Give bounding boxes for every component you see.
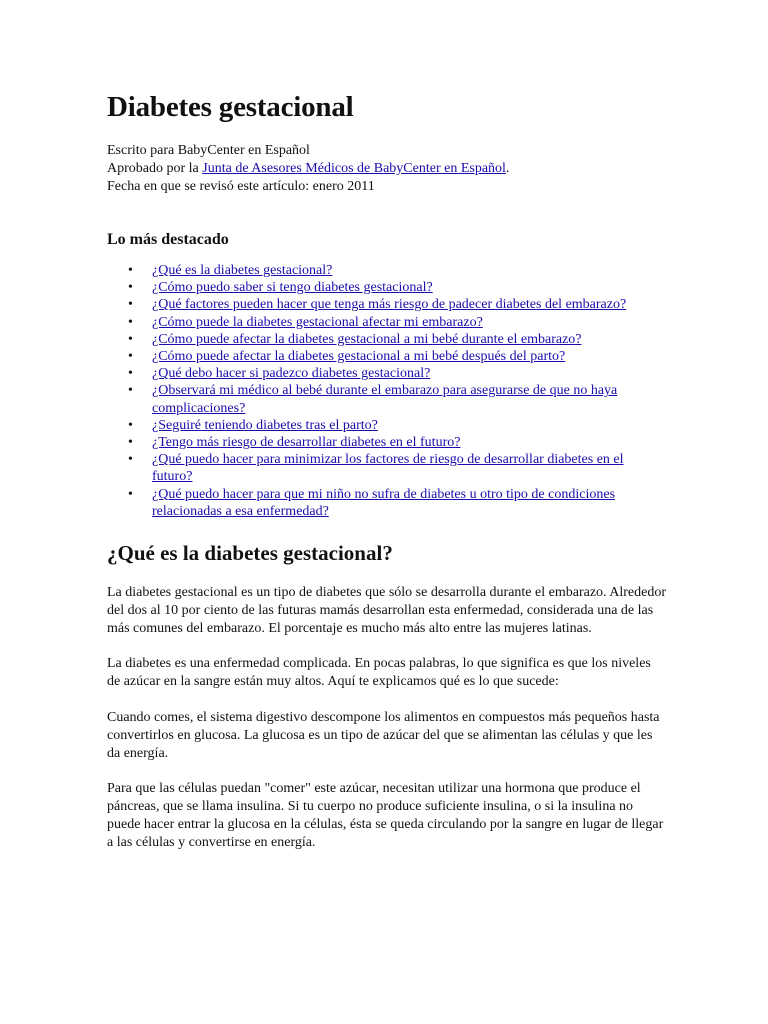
body-paragraph: La diabetes gestacional es un tipo de diabetes que sólo se desarrolla durante el embarazo. Alrededor del dos al 10 por ciento de las futuras mamás desarrollan esta enfermedad, considerada una de las más comunes del embarazo. El porcentaje es mucho más alto entre las mujeres latinas. xyxy=(107,585,667,636)
bullet-icon: • xyxy=(128,366,133,382)
bullet-icon: • xyxy=(128,297,133,313)
highlights-list xyxy=(107,262,668,520)
toc-link[interactable]: ¿Seguiré teniendo diabetes tras el parto? xyxy=(152,417,378,433)
list-item xyxy=(128,382,667,416)
bullet-icon: • xyxy=(128,331,133,347)
bullet-icon: • xyxy=(128,435,133,451)
bullet-icon: • xyxy=(128,452,133,468)
list-item xyxy=(128,417,667,434)
revised-date-line: Fecha en que se revisó este artículo: enero 2011 xyxy=(107,179,375,194)
section-heading: ¿Qué es la diabetes gestacional? xyxy=(107,541,393,566)
written-for-line: Escrito para BabyCenter en Español xyxy=(107,143,310,158)
list-item xyxy=(128,296,667,313)
bullet-icon: • xyxy=(128,486,133,502)
toc-link[interactable]: ¿Qué puedo hacer para que mi niño no sufra de diabetes u otro tipo de condiciones relacionadas a esa enfermedad? xyxy=(152,486,616,519)
list-item xyxy=(128,451,667,485)
list-item xyxy=(128,279,667,296)
bullet-icon: • xyxy=(128,383,133,399)
section-body xyxy=(107,584,668,852)
toc-link[interactable]: ¿Qué es la diabetes gestacional? xyxy=(152,263,333,278)
body-paragraph: Para que las células puedan "comer" este azúcar, necesitan utilizar una hormona que produce el páncreas, que se llama insulina. Si tu cuerpo no produce suficiente insulina, o si la insulina no puede hacer entrar la glucosa en la células, ésta se queda circulando por la sangre en lugar de llegar a las células y convertirse en energía. xyxy=(107,781,664,850)
toc-link[interactable]: ¿Cómo puedo saber si tengo diabetes gestacional? xyxy=(152,280,433,296)
list-item xyxy=(128,262,667,279)
list-item xyxy=(128,486,667,520)
list-item xyxy=(128,365,667,382)
article-meta xyxy=(107,142,668,196)
toc-link[interactable]: ¿Tengo más riesgo de desarrollar diabetes en el futuro? xyxy=(152,435,461,451)
toc-link[interactable]: ¿Qué puedo hacer para minimizar los factores de riesgo de desarrollar diabetes en el futuro? xyxy=(152,452,624,485)
toc-link[interactable]: ¿Cómo puede afectar la diabetes gestacional a mi bebé después del parto? xyxy=(152,349,566,365)
toc-link[interactable]: ¿Qué debo hacer si padezco diabetes gestacional? xyxy=(152,366,431,382)
body-paragraph: La diabetes es una enfermedad complicada. En pocas palabras, lo que significa es que los niveles de azúcar en la sangre están muy altos. Aquí te explicamos qué es lo que sucede: xyxy=(107,656,651,690)
toc-link[interactable]: ¿Cómo puede afectar la diabetes gestacional a mi bebé durante el embarazo? xyxy=(152,331,582,347)
list-item xyxy=(128,331,667,348)
toc-link[interactable]: ¿Qué factores pueden hacer que tenga más riesgo de padecer diabetes del embarazo? xyxy=(152,297,627,313)
medical-board-link[interactable]: Junta de Asesores Médicos de BabyCenter en Español xyxy=(202,161,506,176)
toc-link[interactable]: ¿Cómo puede la diabetes gestacional afectar mi embarazo? xyxy=(152,314,483,330)
bullet-icon: • xyxy=(128,349,133,365)
approved-by-line xyxy=(107,160,668,178)
bullet-icon: • xyxy=(128,417,133,433)
highlights-heading: Lo más destacado xyxy=(107,231,229,248)
toc-link[interactable]: ¿Observará mi médico al bebé durante el embarazo para asegurarse de que no haya complicaciones? xyxy=(152,383,618,416)
approved-prefix: Aprobado por la xyxy=(107,161,203,176)
bullet-icon: • xyxy=(128,280,133,296)
list-item xyxy=(128,348,667,365)
bullet-icon: • xyxy=(128,314,133,330)
list-item xyxy=(128,314,667,331)
list-item xyxy=(128,434,667,451)
bullet-icon: • xyxy=(128,263,133,278)
page-title: Diabetes gestacional xyxy=(107,91,354,123)
body-paragraph: Cuando comes, el sistema digestivo descompone los alimentos en compuestos más pequeños hasta convertirlos en glucosa. La glucosa es un tipo de azúcar del que se alimentan las células y que les da energía. xyxy=(107,710,660,761)
approved-suffix: . xyxy=(505,161,510,176)
